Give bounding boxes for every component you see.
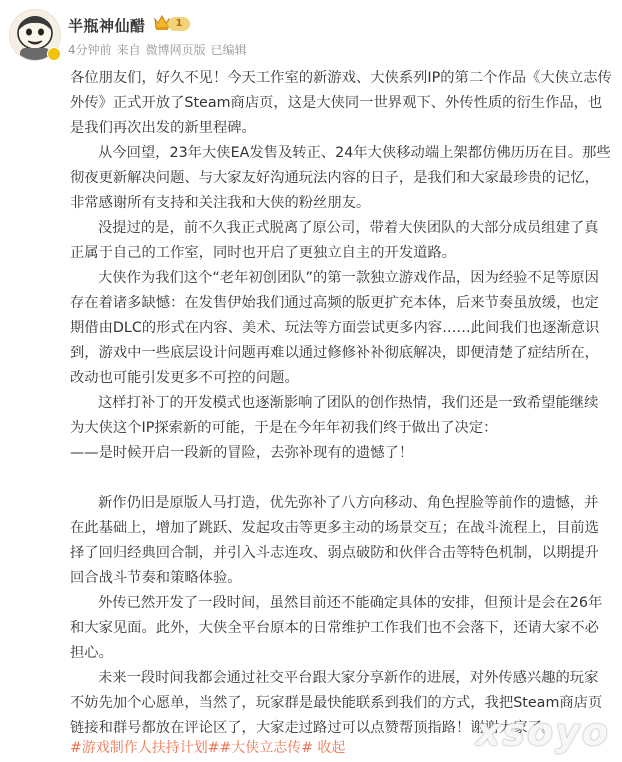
post-header	[0, 0, 622, 62]
post-edited[interactable]: 已编辑	[210, 43, 247, 57]
post-content	[70, 66, 612, 741]
post-source: 微博网页版	[145, 43, 206, 57]
paragraph: 未来一段时间我都会通过社交平台跟大家分享新作的进展，对外传感兴趣的玩家不妨先加个心愿单，当然了，玩家群是最快能联系到我们的方式，我把Steam商店页链接和群号都放在评论区了，大家走过路过可以点赞帮顶指路！谢谢大家了。	[70, 670, 603, 736]
verified-badge-icon	[47, 47, 61, 61]
paragraph: 这样打补丁的开发模式也逐渐影响了团队的创作热情，我们还是一致希望能继续为大侠这个IP探索新的可能，于是在今年年初我们终于做出了决定：	[70, 395, 599, 436]
author-name[interactable]: 半瓶神仙醋	[68, 17, 146, 35]
post-meta	[68, 41, 252, 58]
paragraph: 新作仍旧是原版人马打造，优先弥补了八方向移动、角色捏脸等前作的遗憾，并在此基础上，增加了跳跃、发起攻击等更多主动的场景交互；在战斗流程上，目前选择了回归经典回合制，并引入斗志连攻、弱点破防和伙伴合击等特色机制，以期提升回合战斗节奏和策略体验。	[70, 495, 599, 586]
paragraph: ——是时候开启一段新的冒险，去弥补现有的遗憾了！	[70, 445, 414, 461]
collapse-button[interactable]: 收起	[317, 740, 346, 756]
paragraph: 从今回望，23年大侠EA发售及转正、24年大侠移动端上架都仿佛历历在目。那些彻夜更新解决问题、与大家友好沟通玩法内容的日子，是我们和大家最珍贵的记忆，非常感谢所有支持和关注我和大侠的粉丝朋友。	[70, 145, 611, 211]
level-badge: 1	[168, 17, 190, 31]
post-tags	[70, 737, 345, 757]
post-from-label: 来自	[116, 43, 141, 57]
tag-link[interactable]: #大侠立志传#	[219, 740, 313, 756]
tag-link[interactable]: #游戏制作人扶持计划#	[70, 740, 220, 756]
paragraph: 没提过的是，前不久我正式脱离了原公司，带着大侠团队的大部分成员组建了真正属于自己的工作室，同时也开启了更独立自主的开发道路。	[70, 220, 599, 261]
paragraph: 外传已然开发了一段时间，虽然目前还不能确定具体的安排，但预计是会在26年和大家见面。此外，大侠全平台原本的日常维护工作我们也不会落下，还请大家不必担心。	[70, 595, 603, 661]
paragraph: 大侠作为我们这个“老年初创团队”的第一款独立游戏作品，因为经验不足等原因存在着诸多缺憾：在发售伊始我们通过高频的版更扩充本体，后来节奏虽放缓，也定期借由DLC的形式在内容、美术、玩法等方面尝试更多内容……此间我们也逐渐意识到，游戏中一些底层设计问题再难以通过修修补补彻底解决，即便清楚了症结所在，改动也可能引发更多不可控的问题。	[70, 270, 600, 386]
paragraph: 各位朋友们，好久不见！今天工作室的新游戏、大侠系列IP的第二个作品《大侠立志传外传》正式开放了Steam商店页，这是大侠同一世界观下、外传性质的衍生作品，也是我们再次出发的新里程碑。	[70, 70, 612, 136]
watermark: xsoyo	[475, 710, 610, 754]
paragraph-gap	[70, 466, 612, 491]
post-time[interactable]: 4分钟前	[68, 43, 112, 57]
